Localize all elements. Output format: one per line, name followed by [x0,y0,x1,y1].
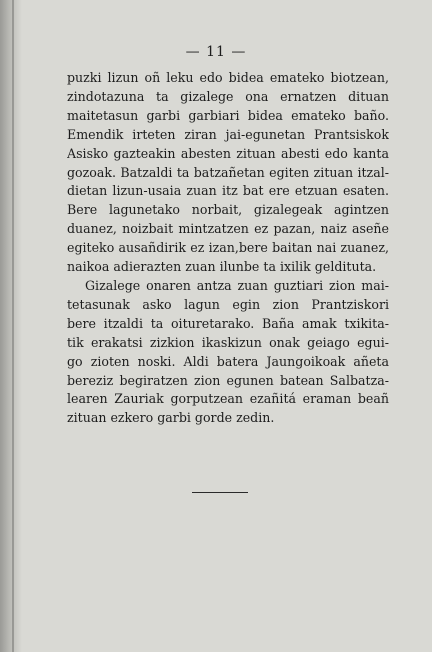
text-line: Bere lagunetako norbait, gizalegeak agintzen [67,202,389,218]
text-line: learen Zauriak gorputzean ezañitá eraman beañ [67,391,389,407]
text-line: duanez, noizbait mintzatzen ez pazan, naiz aseñe [67,221,389,237]
body-text [67,69,389,428]
text-line: bere itzaldi ta oituretarako. Baña amak txikita- [67,315,389,331]
paragraph-2 [67,277,389,428]
text-line: puzki lizun oñ leku edo bidea emateko biotzean, [67,70,389,85]
paragraph-1 [67,69,389,277]
text-line: zindotazuna ta gizalege ona ernatzen dituan [67,88,389,104]
text-line: bereziz begiratzen zion egunen batean Salbatza- [67,372,389,388]
page-number: — 11 — [185,44,247,60]
text-line: go zioten noski. Aldi batera Jaungoikoak añeta [67,353,389,369]
text-line: egiteko ausañdirik ez izan,bere baitan nai zuanez, [67,240,389,256]
text-line: zituan ezkero garbi gorde zedin. [67,410,275,426]
text-line: Asisko gazteakin abesten zituan abesti edo kanta [67,145,389,161]
text-line: dietan lizun-usaia zuan itz bat ere etzuan esaten. [67,183,389,199]
text-line: naikoa adierazten zuan ilunbe ta ixilik geldituta. [67,259,377,275]
text-line: Emendik irteten ziran jai-egunetan Prantsiskok [67,126,389,142]
text-line: maitetasun garbi garbiari bidea emateko baño. [67,107,389,123]
binding-gutter-shadow [0,0,22,652]
text-line: Gizalege onaren antza zuan guztiari zion mai- [85,277,389,293]
text-line: tik erakatsi zizkion ikaskizun onak geiago egui- [67,334,389,350]
text-line: tetasunak asko lagun egin zion Prantziskori [67,296,389,312]
text-line: gozoak. Batzaldi ta batzañetan egiten zituan itzal- [67,164,389,180]
binding-gutter-line [12,0,14,652]
section-divider-rule [192,492,248,493]
